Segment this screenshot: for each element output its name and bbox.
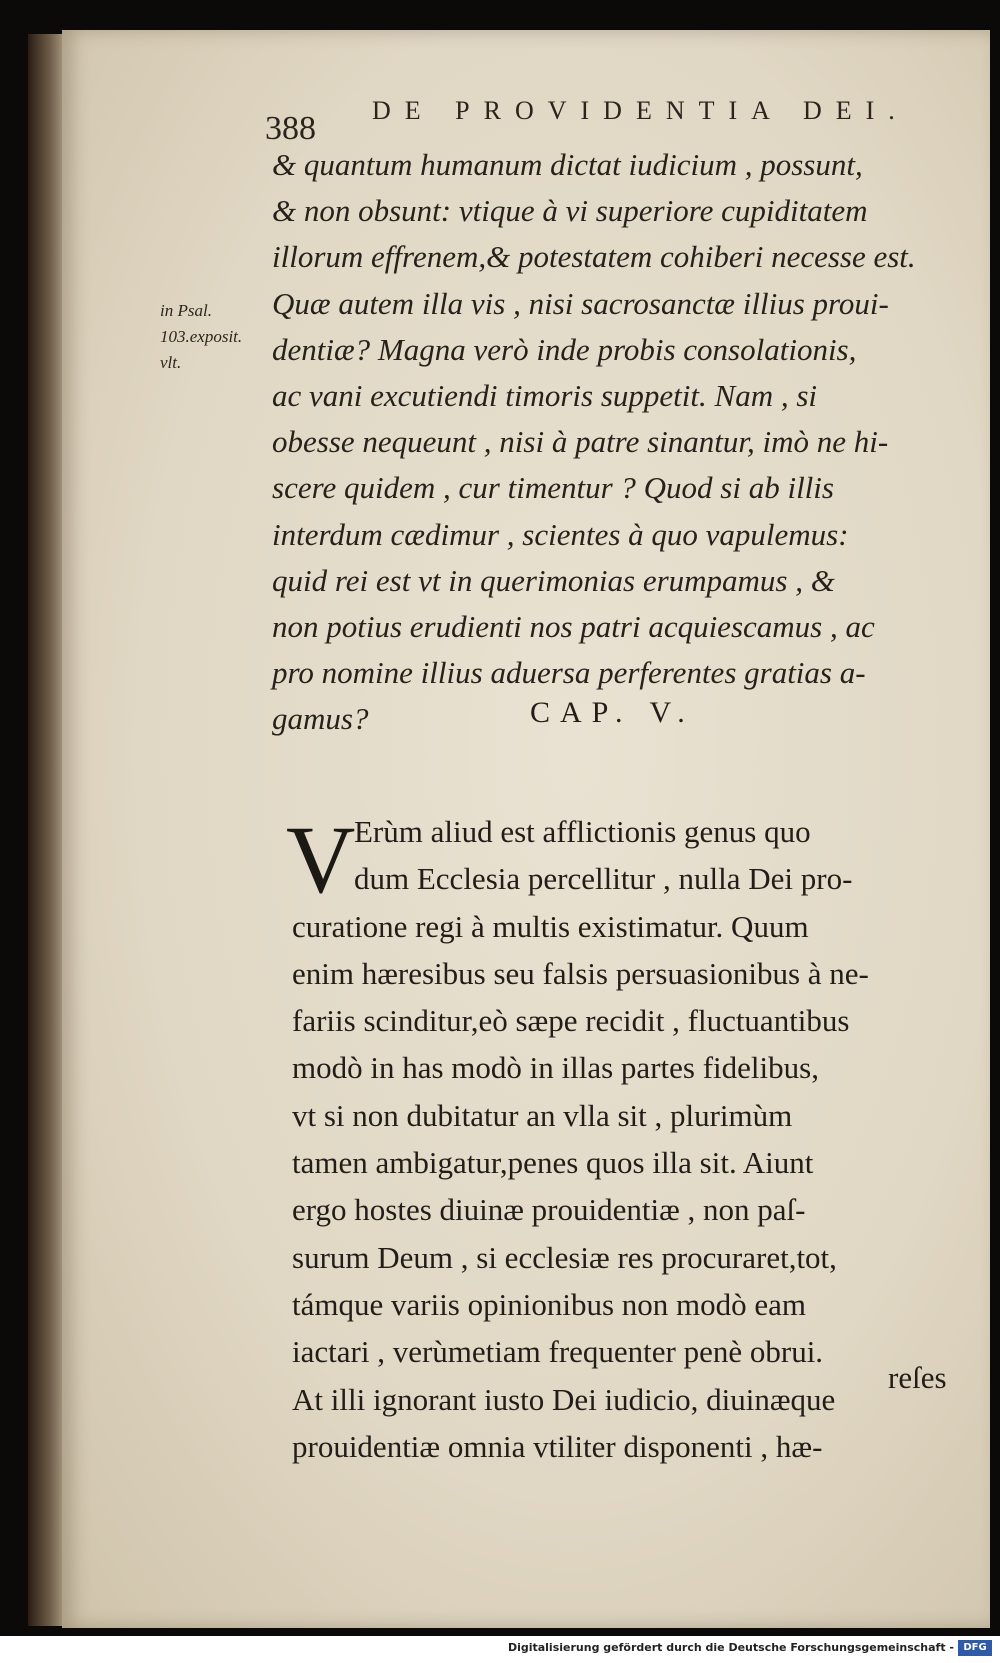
text-line: surum Deum , si ecclesiæ res procuraret,tot,	[292, 1239, 837, 1275]
drop-cap: V	[286, 806, 356, 913]
text-line: interdum cædimur , scientes à quo vapulemus:	[272, 516, 849, 552]
text-line: quid rei est vt in querimonias erumpamus , &	[272, 562, 835, 598]
text-line: prouidentiæ omnia vtiliter disponenti , hæ-	[292, 1428, 823, 1464]
margin-note-line: in Psal.	[160, 301, 212, 320]
text-line: Quæ autem illa vis , nisi sacrosanctæ illius proui-	[272, 285, 889, 321]
margin-note	[160, 298, 270, 376]
chapter-heading: CAP. V.	[530, 696, 695, 729]
text-line: & non obsunt: vtique à vi superiore cupiditatem	[272, 193, 868, 229]
text-line: non potius erudienti nos patri acquiescamus , ac	[272, 608, 875, 644]
funding-credit: Digitalisierung gefördert durch die Deutsche Forschungsgemeinschaft -	[507, 1641, 954, 1654]
running-head: DE PROVIDENTIA DEI.	[372, 96, 909, 125]
italic-paragraph	[272, 142, 952, 742]
text-line: & quantum humanum dictat iudicium , possunt,	[272, 147, 863, 182]
text-line: pro nomine illius aduersa perferentes gratias a-	[272, 655, 866, 691]
text-line: iactari , verùmetiam frequenter penè obrui.	[292, 1334, 824, 1370]
text-line: ergo hostes diuinæ prouidentiæ , non paſ-	[292, 1192, 806, 1228]
text-line: enim hæresibus seu falsis persuasionibus à ne-	[292, 955, 869, 991]
text-line: támque variis opinionibus non modò eam	[292, 1286, 807, 1322]
text-line: ac vani excutiendi timoris suppetit. Nam , si	[272, 377, 818, 413]
text-line: scere quidem , cur timentur ? Quod si ab illis	[272, 470, 834, 506]
text-line: fariis scinditur,eò sæpe recidit , fluctuantibus	[292, 1003, 850, 1039]
text-line: Erùm aliud est afflictionis genus quo	[354, 814, 811, 849]
text-line: At illi ignorant iusto Dei iudicio, diuinæque	[292, 1381, 836, 1417]
footer-bar	[0, 1636, 1000, 1663]
margin-note-line: vlt.	[160, 353, 182, 372]
text-line: dentiæ? Magna verò inde probis consolationis,	[272, 331, 857, 367]
roman-paragraph	[292, 808, 952, 1470]
text-line: obesse nequeunt , nisi à patre sinantur, imò ne hi-	[272, 424, 889, 460]
text-line: illorum effrenem,& potestatem cohiberi necesse est.	[272, 239, 916, 275]
text-line: modò in has modò in illas partes fidelibus,	[292, 1050, 819, 1086]
text-line: tamen ambigatur,penes quos illa sit. Aiunt	[292, 1145, 814, 1181]
dfg-logo: DFG	[958, 1640, 992, 1656]
page-number: 388	[265, 110, 316, 147]
text-line: vt si non dubitatur an vlla sit , plurimùm	[292, 1097, 793, 1133]
text-line: gamus?	[272, 701, 369, 737]
text-line: curatione regi à multis existimatur. Quum	[292, 908, 809, 944]
catchword: reſes	[888, 1360, 947, 1395]
text-line: dum Ecclesia percellitur , nulla Dei pro-	[354, 861, 853, 897]
margin-note-line: 103.exposit.	[160, 327, 243, 346]
